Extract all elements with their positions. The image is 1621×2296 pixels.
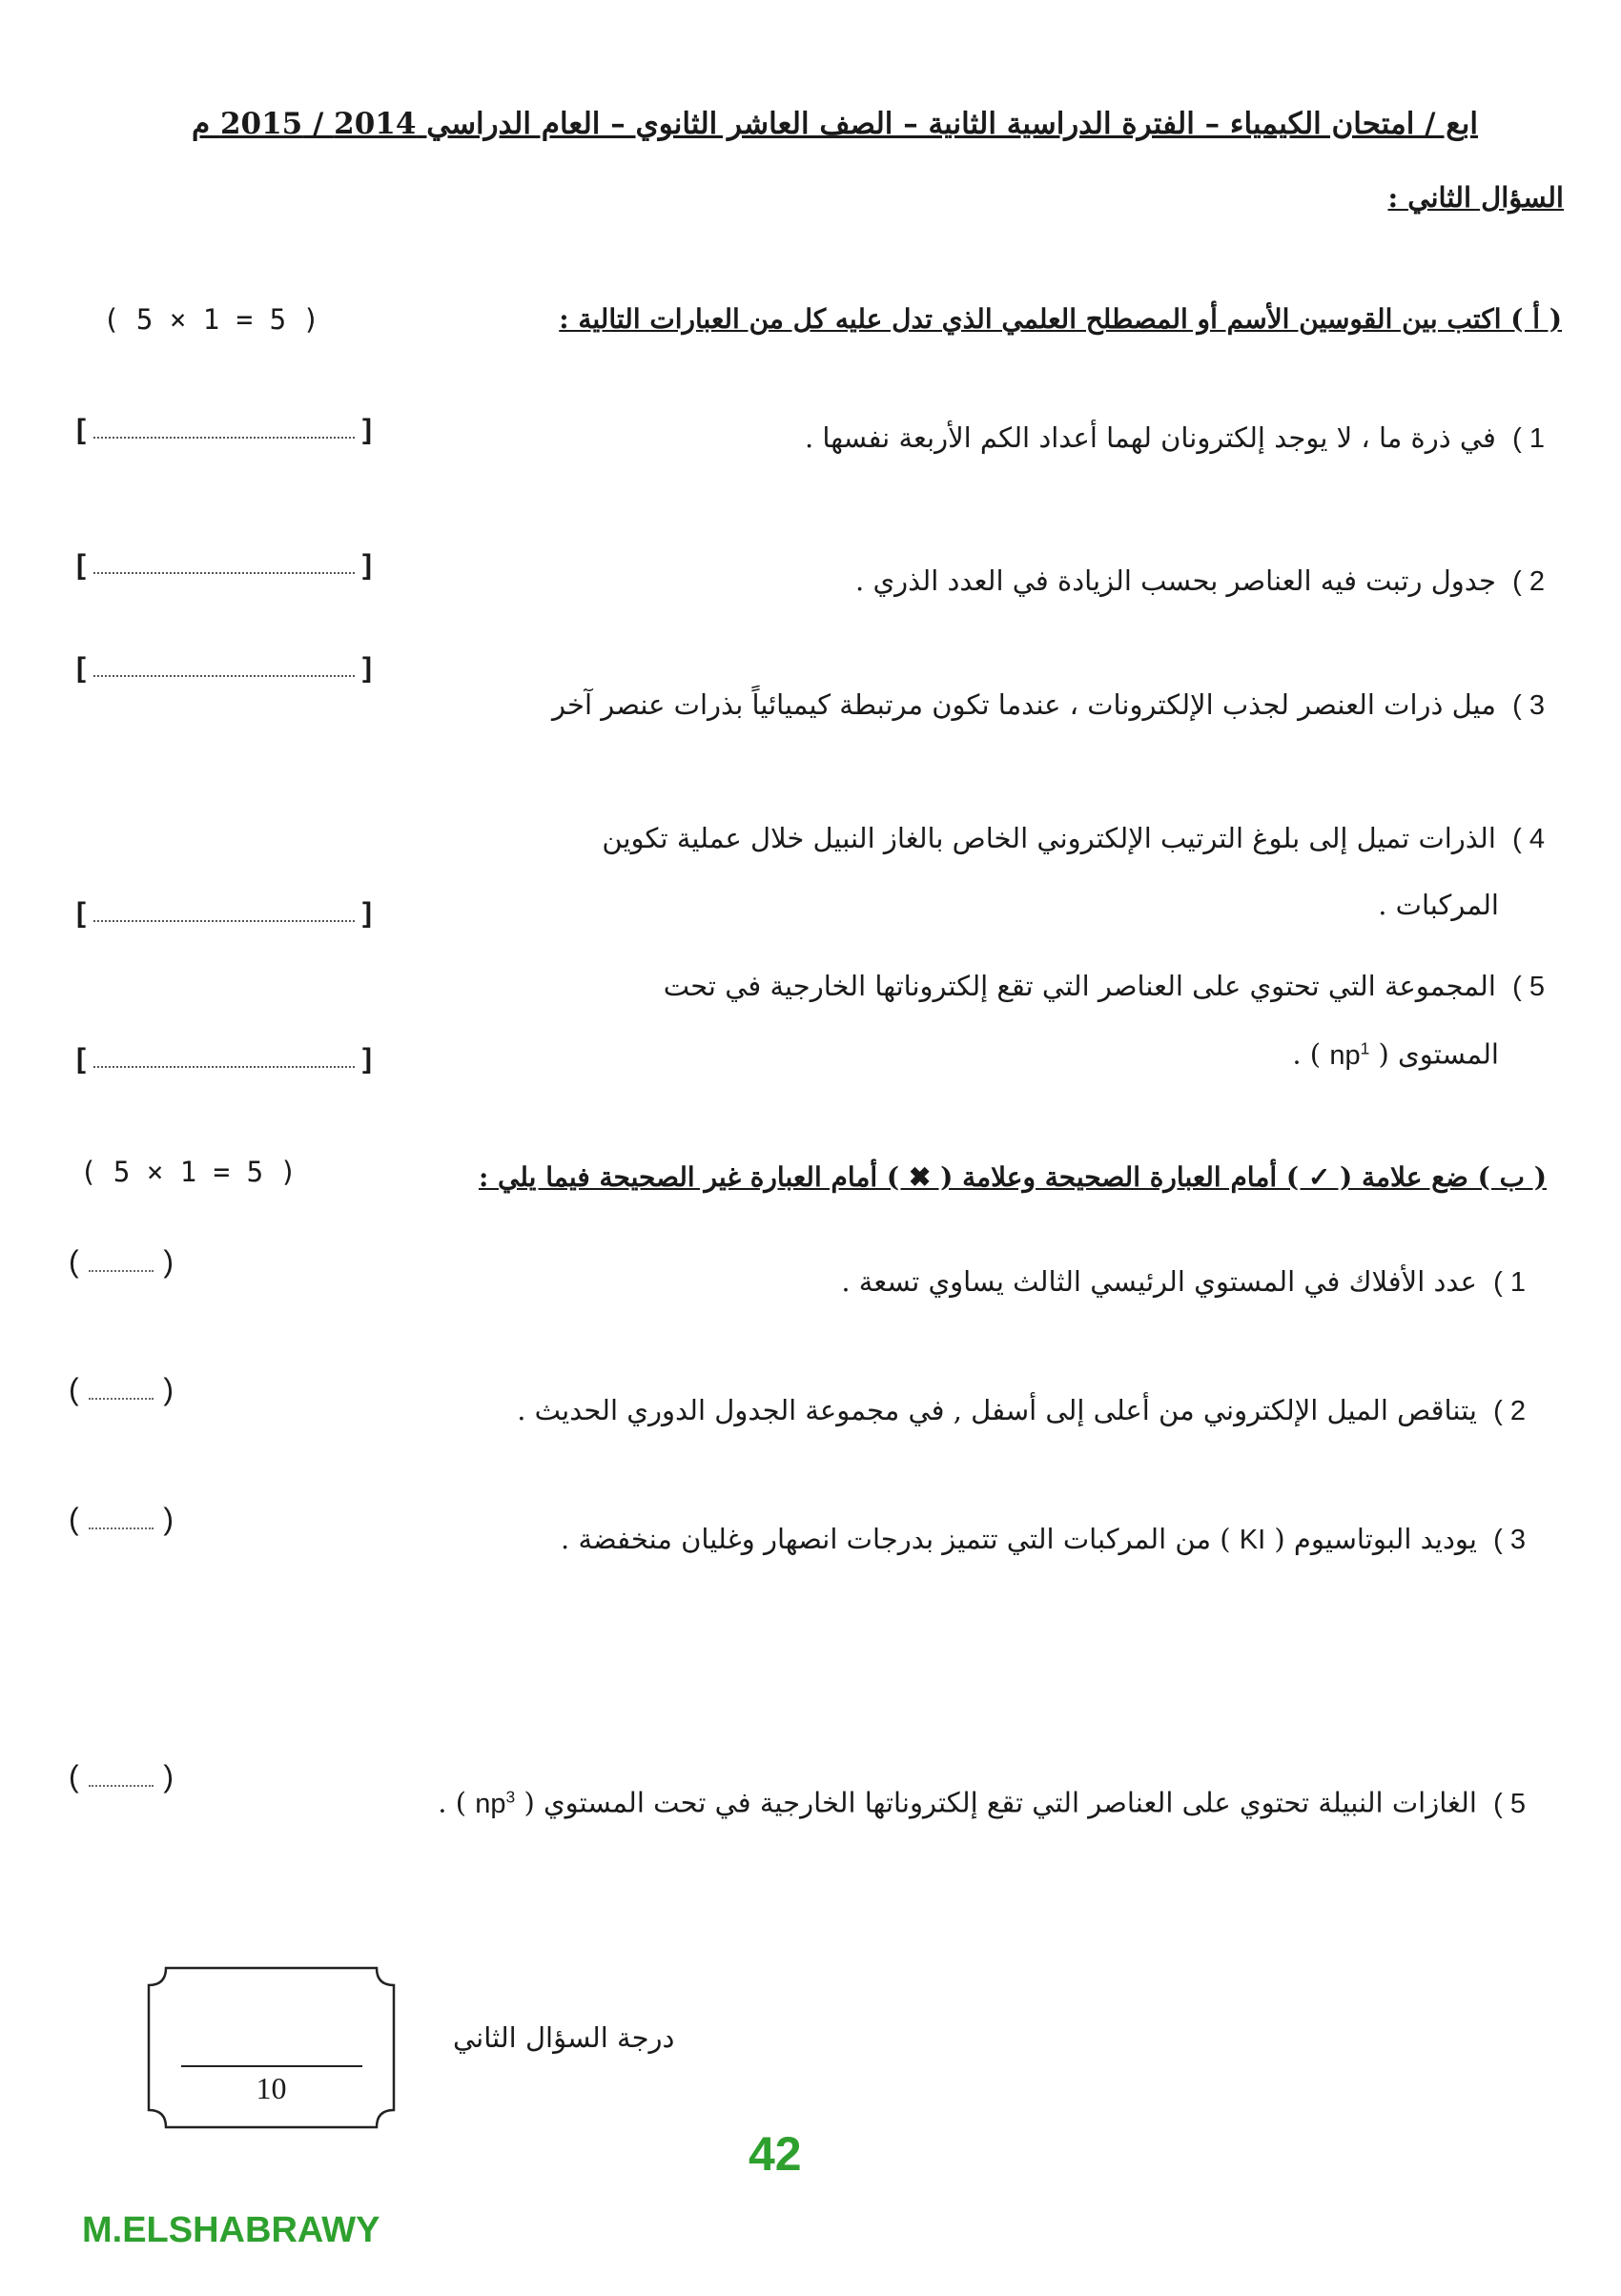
open-bracket: [ — [76, 414, 86, 445]
open-paren: ( — [69, 1244, 79, 1279]
dotted-line — [93, 437, 355, 439]
open-bracket: [ — [76, 549, 86, 581]
dotted-line — [93, 675, 355, 677]
answer-blank-a1[interactable] — [76, 408, 372, 446]
dotted-line — [89, 1527, 154, 1529]
exam-header: ابع / امتحان الكيمياء – الفترة الدراسية الثانية – الصف العاشر الثانوي – العام الدراسي 2014 / 2015 م — [191, 107, 1478, 141]
close-paren: ) — [163, 1244, 174, 1279]
close-bracket: ] — [362, 414, 372, 445]
item-text: عدد الأفلاك في المستوي الرئيسي الثالث يساوي تسعة . — [841, 1265, 1477, 1298]
grade-label: درجة السؤال الثاني — [453, 2021, 675, 2054]
dotted-line — [93, 1066, 355, 1068]
item-number: 2 ) — [1512, 566, 1545, 597]
section-b-item-3 — [561, 1502, 1526, 1577]
item-number: 3 ) — [1493, 1525, 1526, 1555]
section-a-item-4 — [602, 801, 1545, 876]
item-text: جدول رتبت فيه العناصر بحسب الزيادة في العدد الذري . — [855, 564, 1496, 597]
formula: KI — [1239, 1525, 1266, 1555]
item-text: في ذرة ما ، لا يوجد إلكترونان لهما أعداد الكم الأربعة نفسها . — [805, 421, 1496, 454]
section-b-item-5 — [438, 1759, 1526, 1841]
answer-paren-b3[interactable] — [69, 1499, 174, 1537]
close-paren: ) — [163, 1759, 174, 1794]
answer-paren-b5[interactable] — [69, 1756, 174, 1794]
item-text: الغازات النبيلة تحتوي على العناصر التي تقع إلكتروناتها الخارجية في تحت المستوي ( — [523, 1786, 1477, 1819]
section-a-item-5-cont — [1292, 1011, 1499, 1093]
answer-blank-a5[interactable] — [76, 1037, 372, 1076]
dotted-line — [93, 920, 355, 922]
grade-box — [145, 1964, 398, 2131]
open-bracket: [ — [76, 652, 86, 684]
item-text: المجموعة التي تحتوي على العناصر التي تقع إلكتروناتها الخارجية في تحت — [663, 970, 1496, 1002]
close-bracket: ] — [362, 549, 372, 581]
open-paren: ( — [69, 1759, 79, 1794]
close-paren: ) — [163, 1372, 174, 1406]
dotted-line — [93, 572, 355, 574]
item-number: 5 ) — [1512, 972, 1545, 1002]
section-a-item-3 — [552, 667, 1545, 743]
item-number: 1 ) — [1512, 423, 1545, 454]
section-b-item-2 — [517, 1373, 1526, 1448]
open-bracket: [ — [76, 1043, 86, 1075]
answer-paren-b2[interactable] — [69, 1369, 174, 1407]
item-number: 4 ) — [1512, 824, 1545, 854]
open-bracket: [ — [76, 897, 86, 929]
section-a-title: ( أ ) اكتب بين القوسين الأسم أو المصطلح العلمي الذي تدل عليه كل من العبارات التالية : — [559, 303, 1562, 335]
item-text: ميل ذرات العنصر لجذب الإلكترونات ، عندما تكون مرتبطة كيميائياً بذرات عنصر آخر — [552, 688, 1496, 721]
close-paren: ) — [163, 1502, 174, 1536]
close-bracket: ] — [362, 1043, 372, 1075]
item-text: ) . — [1292, 1037, 1322, 1071]
formula: $np^1$ — [1329, 1038, 1370, 1071]
close-bracket: ] — [362, 652, 372, 684]
item-text: الذرات تميل إلى بلوغ الترتيب الإلكتروني الخاص بالغاز النبيل خلال عملية تكوين — [602, 822, 1496, 854]
section-b-item-1 — [841, 1244, 1526, 1320]
item-number: 2 ) — [1493, 1396, 1526, 1426]
item-text: ) . — [438, 1786, 467, 1819]
item-number: 3 ) — [1512, 690, 1545, 721]
item-text: المستوى ( — [1378, 1037, 1499, 1071]
question-title: السؤال الثاني : — [1387, 181, 1564, 214]
answer-blank-a3[interactable] — [76, 646, 372, 685]
dotted-line — [89, 1398, 154, 1400]
brand-watermark: M.ELSHABRAWY — [82, 2210, 380, 2250]
section-a-item-4-cont: المركبات . — [1378, 889, 1499, 921]
close-bracket: ] — [362, 897, 372, 929]
item-text: ) من المركبات التي تتميز بدرجات انصهار وغليان منخفضة . — [561, 1523, 1231, 1555]
grade-total: 10 — [256, 2071, 287, 2105]
open-paren: ( — [69, 1372, 79, 1406]
dotted-line — [89, 1270, 154, 1272]
section-a-item-2 — [855, 543, 1545, 619]
answer-blank-a2[interactable] — [76, 543, 372, 582]
section-a-marks: ( 5 × 1 = 5 ) — [103, 303, 319, 336]
open-paren: ( — [69, 1502, 79, 1536]
answer-paren-b1[interactable] — [69, 1241, 174, 1280]
item-text: يوديد البوتاسيوم ( — [1274, 1523, 1477, 1555]
item-number: 1 ) — [1493, 1267, 1526, 1298]
section-b-title: ( ب ) ضع علامة ( ✓ ) أمام العبارة الصحيحة وعلامة ( ✖ ) أمام العبارة غير الصحيحة فيما يلي : — [478, 1161, 1547, 1193]
section-a-item-1 — [805, 400, 1545, 476]
item-text: يتناقص الميل الإلكتروني من أعلى إلى أسفل , في مجموعة الجدول الدوري الحديث . — [517, 1394, 1477, 1426]
formula: $np^3$ — [475, 1787, 516, 1819]
page-number: 42 — [749, 2127, 802, 2181]
section-b-marks: ( 5 × 1 = 5 ) — [80, 1156, 297, 1188]
dotted-line — [89, 1785, 154, 1787]
item-number: 5 ) — [1493, 1788, 1526, 1819]
answer-blank-a4[interactable] — [76, 892, 372, 930]
